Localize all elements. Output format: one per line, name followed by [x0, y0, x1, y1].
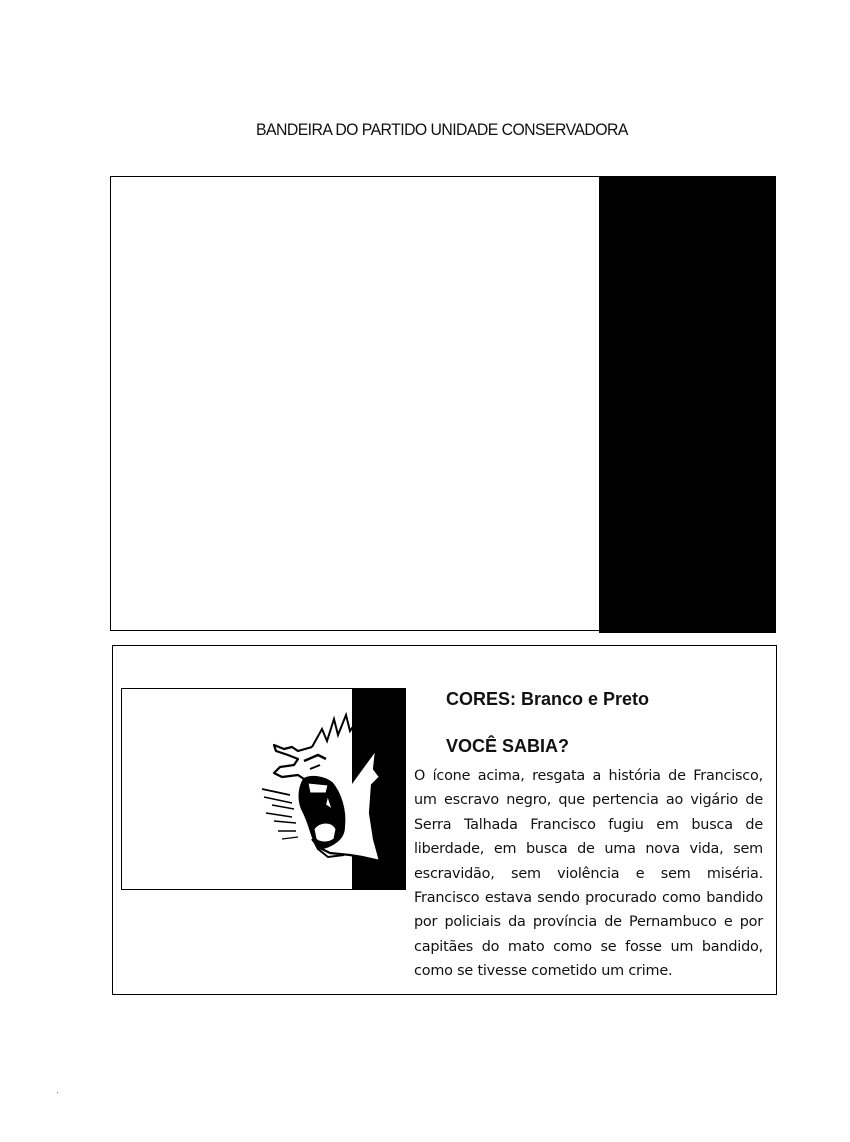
- screaming-face-icon: [122, 689, 406, 890]
- page-title: BANDEIRA DO PARTIDO UNIDADE CONSERVADORA: [256, 120, 628, 139]
- flag-black-stripe: [599, 176, 776, 633]
- icon-frame: [121, 688, 406, 890]
- history-paragraph: O ícone acima, resgata a história de Francisco, um escravo negro, que pertencia ao vigário de Serra Talhada Francisco fugiu em busca de liberdade, em busca de uma nova vida, sem escravidão, sem violência e sem miséria. Francisco estava sendo procurado como bandido por policiais da província de Pernambuco e por capitães do mato como se fosse um bandido, como se tivesse cometido um crime.: [414, 768, 763, 980]
- stray-mark: [57, 1092, 58, 1093]
- party-flag: [110, 176, 776, 631]
- colors-heading: CORES: Branco e Preto: [446, 689, 650, 709]
- did-you-know-heading: VOCÊ SABIA?: [446, 736, 570, 756]
